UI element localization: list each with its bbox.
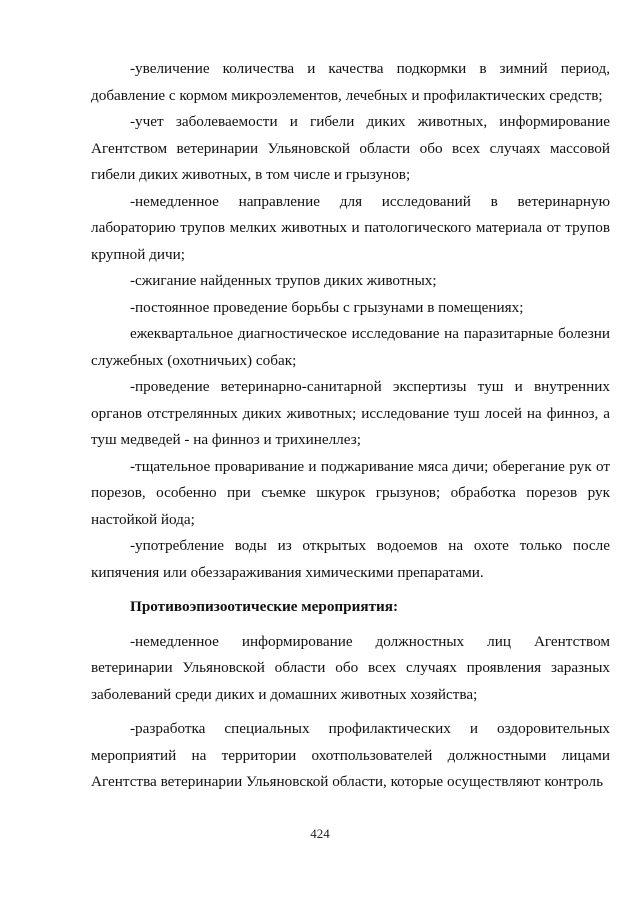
paragraph-lab-referral: -немедленное направление для исследований в ветеринарную лабораторию трупов мелких животных и патологического материала от трупов крупной дичи; bbox=[91, 192, 610, 263]
paragraph-feeding: -увеличение количества и качества подкормки в зимний период, добавление с кормом микроэлементов, лечебных и профилактических средств; bbox=[91, 60, 610, 104]
paragraph-notification: -немедленное информирование должностных лиц Агентством ветеринарии Ульяновской области обо всех случаях проявления заразных заболеваний среди диких и домашних животных хозяйства; bbox=[91, 632, 610, 703]
page-number: 424 bbox=[310, 826, 330, 841]
paragraph-meat-cooking: -тщательное проваривание и поджаривание мяса дичи; оберегание рук от порезов, особенно при съемке шкурок грызунов; обработка порезов рук настойкой йода; bbox=[91, 457, 610, 528]
section-heading: Противоэпизоотические мероприятия: bbox=[130, 598, 399, 615]
document-page bbox=[91, 56, 610, 796]
paragraph-vet-expertise: -проведение ветеринарно-санитарной экспертизы туш и внутренних органов отстрелянных диких животных; исследование туш лосей на финноз, а туш медведей - на финноз и трихинеллез; bbox=[91, 378, 610, 448]
paragraph-morbidity-accounting: -учет заболеваемости и гибели диких животных, информирование Агентством ветеринарии Ульяновской области обо всех случаях массовой гибели диких животных, в том числе и грызунов; bbox=[91, 113, 610, 183]
paragraph-water-boiling: -употребление воды из открытых водоемов на охоте только после кипячения или обеззараживания химическими препаратами. bbox=[91, 537, 610, 581]
paragraph-dog-diagnostics: ежеквартальное диагностическое исследование на паразитарные болезни служебных (охотничьих) собак; bbox=[91, 325, 610, 369]
paragraph-special-measures: -разработка специальных профилактических и оздоровительных мероприятий на территории охотпользователей должностными лицами Агентства ветеринарии Ульяновской области, которые осуществляют контроль bbox=[91, 720, 610, 790]
paragraph-rodent-control: -постоянное проведение борьбы с грызунами в помещениях; bbox=[130, 298, 524, 316]
paragraph-carcass-burning: -сжигание найденных трупов диких животных; bbox=[130, 272, 437, 289]
